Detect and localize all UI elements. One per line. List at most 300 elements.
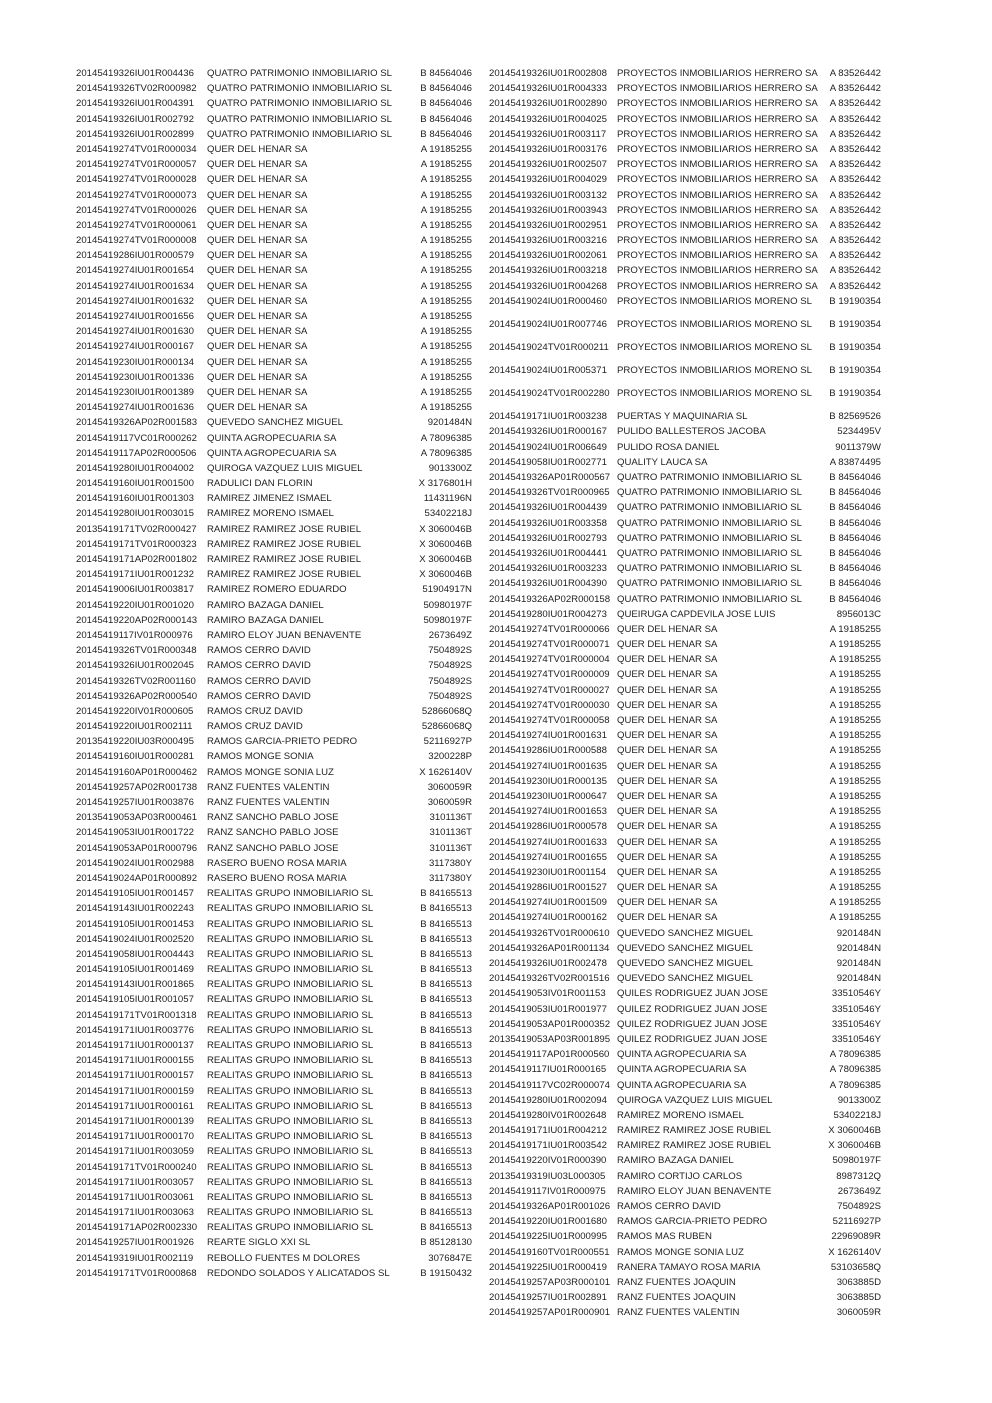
holder-name: RANZ SANCHO PABLO JOSE <box>207 827 339 839</box>
holder-name: RAMOS MONGE SONIA LUZ <box>207 766 334 778</box>
holder-name: REALITAS GRUPO INMOBILIARIO SL <box>207 1024 374 1036</box>
holder-name: REALITAS GRUPO INMOBILIARIO SL <box>207 979 374 991</box>
holder-name: QUER DEL HENAR SA <box>207 235 308 247</box>
record-reference: 20145419326IU01R004025 <box>489 113 607 125</box>
list-row <box>76 1192 476 1207</box>
list-row <box>76 174 476 189</box>
record-reference: 20145419326IU01R003218 <box>489 265 607 277</box>
list-row <box>489 882 887 897</box>
tax-id: A 19185255 <box>420 402 472 414</box>
record-reference: 20145419326TV01R000348 <box>76 645 197 657</box>
holder-name: RANERA TAMAYO ROSA MARIA <box>617 1261 761 1273</box>
list-row <box>489 897 887 912</box>
list-row <box>489 1034 887 1049</box>
record-reference: 20145419326IU01R003358 <box>489 517 607 529</box>
holder-name: QUATRO PATRIMONIO INMOBILIARIO SL <box>617 578 802 590</box>
record-reference: 20145419274TV01R000057 <box>76 159 197 171</box>
tax-id: X 3060046B <box>419 554 472 565</box>
list-row <box>489 533 887 548</box>
holder-name: QUATRO PATRIMONIO INMOBILIARIO SL <box>617 517 802 529</box>
tax-id: A 19185255 <box>829 684 881 696</box>
record-reference: 20145419326IU01R003117 <box>489 128 607 140</box>
list-row <box>76 493 476 508</box>
list-row <box>76 645 476 660</box>
holder-name: RAMIREZ RAMIREZ JOSE RUBIEL <box>207 554 362 565</box>
list-row <box>489 928 887 943</box>
tax-id: 3200228P <box>428 751 472 763</box>
holder-name: QUATRO PATRIMONIO INMOBILIARIO SL <box>207 113 392 125</box>
record-reference: 20145419160TV01R000551 <box>489 1246 610 1258</box>
tax-id: A 19185255 <box>829 775 881 787</box>
list-row <box>489 594 887 609</box>
holder-name: REALITAS GRUPO INMOBILIARIO SL <box>207 1040 374 1051</box>
tax-id: 9201484N <box>836 973 881 985</box>
record-reference: 20145419024IU01R000460 <box>489 295 607 307</box>
holder-name: RAMIREZ ROMERO EDUARDO <box>207 584 347 596</box>
list-row <box>76 903 476 918</box>
record-reference: 20145419274IU01R001655 <box>489 851 607 863</box>
record-reference: 20145419053IU01R001977 <box>489 1003 607 1015</box>
list-row <box>489 578 887 593</box>
list-row <box>489 563 887 578</box>
tax-id: 3060059R <box>427 797 472 808</box>
tax-id: 7504892S <box>428 645 472 657</box>
record-reference: 20145419117AP02R000506 <box>76 447 197 459</box>
list-row <box>76 1146 476 1161</box>
record-reference: 20145419171IU01R000161 <box>76 1100 194 1112</box>
record-reference: 20145419326IU01R002061 <box>489 250 607 262</box>
list-row <box>489 68 887 83</box>
record-reference: 20145419326IU01R003216 <box>489 235 607 247</box>
list-row <box>76 888 476 903</box>
record-reference: 20145419257IU01R003876 <box>76 797 194 808</box>
record-reference: 20145419024TV01R000211 <box>489 342 609 353</box>
holder-name: RAMOS GARCIA-PRIETO PEDRO <box>617 1216 768 1228</box>
list-row <box>489 1186 887 1201</box>
holder-name: QUATRO PATRIMONIO INMOBILIARIO SL <box>617 593 802 605</box>
list-row <box>489 730 887 745</box>
list-row <box>76 706 476 721</box>
tax-id: A 19185255 <box>420 204 472 216</box>
tax-id: A 19185255 <box>420 386 472 398</box>
list-row <box>76 159 476 174</box>
list-row <box>76 736 476 751</box>
record-reference: 20145419024IU01R007746 <box>489 318 607 330</box>
holder-name: QUER DEL HENAR SA <box>617 821 718 833</box>
list-row <box>76 979 476 994</box>
record-reference: 20145419326AP01R001026 <box>489 1201 611 1213</box>
list-row <box>76 281 476 296</box>
holder-name: REALITAS GRUPO INMOBILIARIO SL <box>207 1100 374 1112</box>
holder-name: QUILEZ RODRIGUEZ JUAN JOSE <box>617 1003 768 1015</box>
holder-name: QUER DEL HENAR SA <box>617 866 718 878</box>
holder-name: QUER DEL HENAR SA <box>617 669 718 681</box>
record-reference: 20145419326IU01R004391 <box>76 98 194 110</box>
tax-id: X 3060046B <box>419 538 472 550</box>
record-reference: 20145419326IU01R003176 <box>489 143 607 155</box>
record-reference: 20145419274IU01R001654 <box>76 265 194 277</box>
record-reference: 20145419171IU01R000170 <box>76 1131 194 1143</box>
tax-id: B 19190354 <box>829 342 881 353</box>
holder-name: QUIROGA VAZQUEZ LUIS MIGUEL <box>617 1094 773 1106</box>
record-reference: 20145419160IU01R000281 <box>76 751 194 763</box>
list-row <box>76 1253 476 1268</box>
list-row <box>489 388 887 411</box>
record-reference: 20145419053AP01R000352 <box>489 1018 611 1030</box>
record-reference: 20145419274TV01R000028 <box>76 174 197 186</box>
record-reference: 20145419274IU01R001633 <box>489 836 607 848</box>
record-reference: 20145419286IU01R000578 <box>489 821 607 833</box>
tax-id: 3076847E <box>428 1252 472 1264</box>
record-reference: 20145419230IU01R000647 <box>489 790 607 802</box>
holder-name: QUATRO PATRIMONIO INMOBILIARIO SL <box>207 68 392 79</box>
record-reference: 20145419225IU01R000419 <box>489 1261 607 1273</box>
tax-id: B 19190354 <box>829 388 881 400</box>
tax-id: B 84165513 <box>420 1161 472 1173</box>
list-row <box>76 873 476 888</box>
list-row <box>76 1101 476 1116</box>
holder-name: RAMIRO BAZAGA DANIEL <box>207 614 324 626</box>
record-reference: 20145419326TV01R000965 <box>489 487 610 499</box>
list-row <box>76 615 476 630</box>
holder-name: QUER DEL HENAR SA <box>207 280 308 292</box>
list-row <box>489 174 887 189</box>
tax-id: B 84564046 <box>829 472 881 484</box>
record-reference: 20145419326IU01R004439 <box>489 502 607 514</box>
holder-name: QUINTA AGROPECUARIA SA <box>617 1079 747 1091</box>
list-row <box>489 1004 887 1019</box>
list-row <box>489 1231 887 1246</box>
tax-id: A 19185255 <box>420 250 472 262</box>
list-row <box>76 220 476 235</box>
list-row <box>76 68 476 83</box>
record-reference: 20145419230IU01R001336 <box>76 371 194 383</box>
holder-name: QUER DEL HENAR SA <box>207 250 308 262</box>
list-row <box>76 114 476 129</box>
holder-name: RANZ SANCHO PABLO JOSE <box>207 842 339 854</box>
record-reference: 20145419171IU01R004212 <box>489 1125 607 1137</box>
tax-id: A 78096385 <box>829 1049 881 1061</box>
tax-id: X 3060046B <box>419 523 472 535</box>
holder-name: QUEIRUGA CAPDEVILA JOSE LUIS <box>617 608 776 620</box>
tax-id: B 84165513 <box>420 1024 472 1036</box>
tax-id: 2673649Z <box>428 629 472 641</box>
list-row <box>489 250 887 265</box>
tax-id: 9201484N <box>836 958 881 970</box>
tax-id: B 84564046 <box>829 517 881 529</box>
holder-name: REALITAS GRUPO INMOBILIARIO SL <box>207 1176 374 1188</box>
holder-name: QUER DEL HENAR SA <box>617 684 718 696</box>
record-reference: 20145419274TV01R000008 <box>76 235 197 247</box>
tax-id: 3063885D <box>836 1276 881 1288</box>
list-row <box>489 624 887 639</box>
tax-id: B 84564046 <box>829 563 881 575</box>
tax-id: B 84165513 <box>420 888 472 900</box>
tax-id: A 19185255 <box>420 219 472 231</box>
list-row <box>76 1040 476 1055</box>
list-row <box>76 812 476 827</box>
record-reference: 20135419319IU03L000305 <box>489 1170 606 1182</box>
record-reference: 20145419053IV01R001153 <box>489 988 606 1000</box>
record-reference: 20145419171TV01R000868 <box>76 1267 197 1279</box>
list-row <box>489 1019 887 1034</box>
tax-id: 52116927P <box>423 736 472 748</box>
tax-id: B 84165513 <box>420 994 472 1006</box>
tax-id: A 19185255 <box>829 669 881 681</box>
tax-id: X 1626140V <box>828 1246 881 1258</box>
holder-name: RAMOS MONGE SONIA <box>207 751 314 763</box>
holder-name: PROYECTOS INMOBILIARIOS HERRERO SA <box>617 219 818 231</box>
holder-name: PROYECTOS INMOBILIARIOS MORENO SL <box>617 388 812 400</box>
list-row <box>76 1177 476 1192</box>
holder-name: RAMOS CRUZ DAVID <box>207 721 303 733</box>
tax-id: A 19185255 <box>420 280 472 292</box>
record-reference: 20145419105IU01R001457 <box>76 888 194 900</box>
tax-id: B 84165513 <box>420 1115 472 1127</box>
tax-id: 9201484N <box>427 417 472 429</box>
record-reference: 20135419053AP03R000461 <box>76 812 198 824</box>
record-reference: 20145419160IU01R001303 <box>76 493 194 505</box>
holder-name: RANZ FUENTES VALENTIN <box>207 797 330 808</box>
tax-id: B 84564046 <box>420 98 472 110</box>
record-reference: 20145419105IU01R001469 <box>76 964 194 976</box>
tax-id: A 83526442 <box>829 68 881 79</box>
tax-id: X 1626140V <box>419 766 472 778</box>
record-reference: 20145419117VC02R000074 <box>489 1079 610 1091</box>
record-reference: 20145419326IU01R002478 <box>489 958 607 970</box>
list-row <box>489 457 887 472</box>
record-reference: 20145419326IU01R003132 <box>489 189 607 201</box>
tax-id: 3101136T <box>429 827 472 839</box>
record-reference: 20145419274IU01R001509 <box>489 897 607 909</box>
tax-id: 52116927P <box>832 1216 881 1228</box>
record-reference: 20145419326TV02R001516 <box>489 973 610 985</box>
holder-name: RAMIRO BAZAGA DANIEL <box>207 599 324 611</box>
holder-name: PROYECTOS INMOBILIARIOS MORENO SL <box>617 295 812 307</box>
tax-id: B 84165513 <box>420 1131 472 1143</box>
holder-name: REALITAS GRUPO INMOBILIARIO SL <box>207 1085 374 1097</box>
tax-id: 53103658Q <box>830 1261 881 1273</box>
tax-id: 3060059R <box>836 1307 881 1319</box>
record-reference: 20145419326IU01R002899 <box>76 128 194 140</box>
record-reference: 20145419326IU01R004390 <box>489 578 607 590</box>
list-row <box>76 751 476 766</box>
record-reference: 20145419053AP01R000796 <box>76 842 198 854</box>
holder-name: QUEVEDO SANCHEZ MIGUEL <box>617 942 753 954</box>
list-row <box>76 676 476 691</box>
record-reference: 20145419286IU01R000579 <box>76 250 194 262</box>
record-reference: 20145419326AP02R001583 <box>76 417 198 429</box>
holder-name: QUER DEL HENAR SA <box>207 265 308 277</box>
list-row <box>76 402 476 417</box>
record-reference: 20145419326IU01R002792 <box>76 113 194 125</box>
holder-name: REALITAS GRUPO INMOBILIARIO SL <box>207 1146 374 1158</box>
holder-name: REALITAS GRUPO INMOBILIARIO SL <box>207 1222 374 1234</box>
tax-id: A 83526442 <box>829 128 881 140</box>
tax-id: B 84165513 <box>420 979 472 991</box>
holder-name: QUEVEDO SANCHEZ MIGUEL <box>207 417 343 429</box>
tax-id: A 83874495 <box>829 456 881 468</box>
list-row <box>489 776 887 791</box>
list-row <box>489 548 887 563</box>
tax-id: A 19185255 <box>829 882 881 894</box>
holder-name: RAMOS MAS RUBEN <box>617 1231 712 1243</box>
holder-name: REARTE SIGLO XXI SL <box>207 1237 311 1249</box>
holder-name: QUEVEDO SANCHEZ MIGUEL <box>617 973 753 985</box>
record-reference: 20145419058IU01R004443 <box>76 948 194 960</box>
holder-name: QUEVEDO SANCHEZ MIGUEL <box>617 958 753 970</box>
list-row <box>76 190 476 205</box>
list-row <box>489 973 887 988</box>
holder-name: QUER DEL HENAR SA <box>207 143 308 155</box>
list-row <box>76 1268 476 1283</box>
tax-id: 9013300Z <box>428 462 472 474</box>
list-row <box>489 518 887 533</box>
tax-id: A 83526442 <box>829 83 881 95</box>
holder-name: RANZ FUENTES JOAQUIN <box>617 1276 736 1288</box>
record-reference: 20145419286IU01R000588 <box>489 745 607 757</box>
list-row <box>76 934 476 949</box>
tax-id: A 19185255 <box>420 265 472 277</box>
list-row <box>76 98 476 113</box>
holder-name: QUATRO PATRIMONIO INMOBILIARIO SL <box>617 563 802 575</box>
holder-name: QUINTA AGROPECUARIA SA <box>207 432 337 444</box>
tax-id: A 19185255 <box>420 295 472 307</box>
tax-id: B 82569526 <box>829 411 881 423</box>
record-reference: 20145419171IU01R003063 <box>76 1207 194 1219</box>
holder-name: QUER DEL HENAR SA <box>617 806 718 818</box>
record-reference: 20145419326TV02R000982 <box>76 83 197 95</box>
list-row <box>76 83 476 98</box>
record-reference: 20145419053IU01R001722 <box>76 827 194 839</box>
record-reference: 20145419171AP02R002330 <box>76 1222 198 1234</box>
holder-name: RAMIREZ RAMIREZ JOSE RUBIEL <box>207 569 362 581</box>
list-row <box>489 1080 887 1095</box>
holder-name: PROYECTOS INMOBILIARIOS HERRERO SA <box>617 159 818 171</box>
record-reference: 20145419326IU01R003943 <box>489 204 607 216</box>
list-row <box>76 478 476 493</box>
record-reference: 20145419274IU01R001634 <box>76 280 194 292</box>
record-reference: 20145419171IU01R000157 <box>76 1070 194 1082</box>
tax-id: B 84165513 <box>420 1009 472 1021</box>
list-row <box>76 569 476 584</box>
record-reference: 20145419274TV01R000004 <box>489 654 610 666</box>
tax-id: 3117380Y <box>428 872 472 884</box>
record-reference: 20145419160IU01R001500 <box>76 478 194 490</box>
tax-id: 52866068Q <box>421 705 472 717</box>
list-row <box>489 98 887 113</box>
record-reference: 20145419326IU01R002045 <box>76 660 194 672</box>
list-row <box>76 1237 476 1252</box>
tax-id: A 78096385 <box>420 447 472 459</box>
holder-name: RAMOS MONGE SONIA LUZ <box>617 1246 744 1258</box>
holder-name: REALITAS GRUPO INMOBILIARIO SL <box>207 918 374 930</box>
record-reference: 20145419171TV01R000240 <box>76 1161 197 1173</box>
tax-id: A 19185255 <box>829 806 881 818</box>
list-row <box>76 265 476 280</box>
holder-name: QUER DEL HENAR SA <box>207 326 308 338</box>
list-row <box>489 958 887 973</box>
record-reference: 20145419274IU01R001632 <box>76 295 194 307</box>
record-reference: 20145419326IU01R003233 <box>489 563 607 575</box>
holder-name: RAMOS CERRO DAVID <box>207 660 311 672</box>
holder-name: QUINTA AGROPECUARIA SA <box>617 1064 747 1076</box>
list-row <box>76 630 476 645</box>
tax-id: 8956013C <box>836 608 881 620</box>
tax-id: A 83526442 <box>829 250 881 262</box>
record-reference: 20145419171IU01R003542 <box>489 1140 607 1152</box>
list-row <box>76 994 476 1009</box>
holder-name: RAMIRO BAZAGA DANIEL <box>617 1155 734 1167</box>
record-reference: 20145419274IU01R000162 <box>489 912 607 924</box>
record-reference: 20145419257IU01R001926 <box>76 1237 194 1249</box>
tax-id: 7504892S <box>428 660 472 672</box>
tax-id: B 19190354 <box>829 318 881 330</box>
tax-id: A 83526442 <box>829 280 881 292</box>
record-reference: 20145419171IU01R003059 <box>76 1146 194 1158</box>
holder-name: QUER DEL HENAR SA <box>617 790 718 802</box>
tax-id: B 84165513 <box>420 1040 472 1051</box>
tax-id: A 19185255 <box>420 143 472 155</box>
tax-id: 53402218J <box>424 508 472 520</box>
list-row <box>489 700 887 715</box>
holder-name: RAMIREZ RAMIREZ JOSE RUBIEL <box>207 538 362 550</box>
record-reference: 20145419024IU01R005371 <box>489 365 607 377</box>
list-row <box>489 190 887 205</box>
holder-name: REALITAS GRUPO INMOBILIARIO SL <box>207 1070 374 1082</box>
tax-id: A 19185255 <box>420 311 472 322</box>
tax-id: A 19185255 <box>829 730 881 742</box>
list-row <box>76 235 476 250</box>
tax-id: 11431196N <box>423 493 472 505</box>
holder-name: RAMOS CERRO DAVID <box>207 675 311 687</box>
list-row <box>489 144 887 159</box>
holder-name: PROYECTOS INMOBILIARIOS MORENO SL <box>617 318 812 330</box>
list-row <box>76 1025 476 1040</box>
list-row <box>76 721 476 736</box>
tax-id: A 19185255 <box>829 639 881 651</box>
holder-name: RAMIRO ELOY JUAN BENAVENTE <box>207 629 362 641</box>
tax-id: 2673649Z <box>837 1185 881 1197</box>
holder-name: QUER DEL HENAR SA <box>617 912 718 924</box>
tax-id: A 19185255 <box>420 371 472 383</box>
record-reference: 20145419274TV01R000027 <box>489 684 610 696</box>
tax-id: A 83526442 <box>829 189 881 201</box>
record-reference: 20145419326IU01R004029 <box>489 174 607 186</box>
record-reference: 20145419326AP02R000158 <box>489 593 611 605</box>
holder-name: QUER DEL HENAR SA <box>617 623 718 635</box>
list-row <box>76 387 476 402</box>
holder-name: QUER DEL HENAR SA <box>617 897 718 909</box>
record-reference: 20145419319IU01R002119 <box>76 1252 194 1264</box>
tax-id: B 19150432 <box>420 1267 472 1279</box>
holder-name: PROYECTOS INMOBILIARIOS MORENO SL <box>617 342 812 353</box>
tax-id: 3101136T <box>429 842 472 854</box>
holder-name: RAMOS CERRO DAVID <box>617 1201 721 1213</box>
record-reference: 20145419225IU01R000995 <box>489 1231 607 1243</box>
holder-name: RAMOS CERRO DAVID <box>207 690 311 702</box>
tax-id: B 84564046 <box>829 547 881 559</box>
tax-id: A 19185255 <box>829 699 881 711</box>
holder-name: PUERTAS Y MAQUINARIA SL <box>617 411 748 423</box>
list-row <box>489 296 887 319</box>
list-row <box>489 442 887 457</box>
holder-name: QUER DEL HENAR SA <box>617 882 718 894</box>
tax-id: 53402218J <box>833 1109 881 1121</box>
list-row <box>489 411 887 426</box>
record-reference: 20145419326IU01R002793 <box>489 532 607 544</box>
record-reference: 20145419171IU01R003057 <box>76 1176 194 1188</box>
